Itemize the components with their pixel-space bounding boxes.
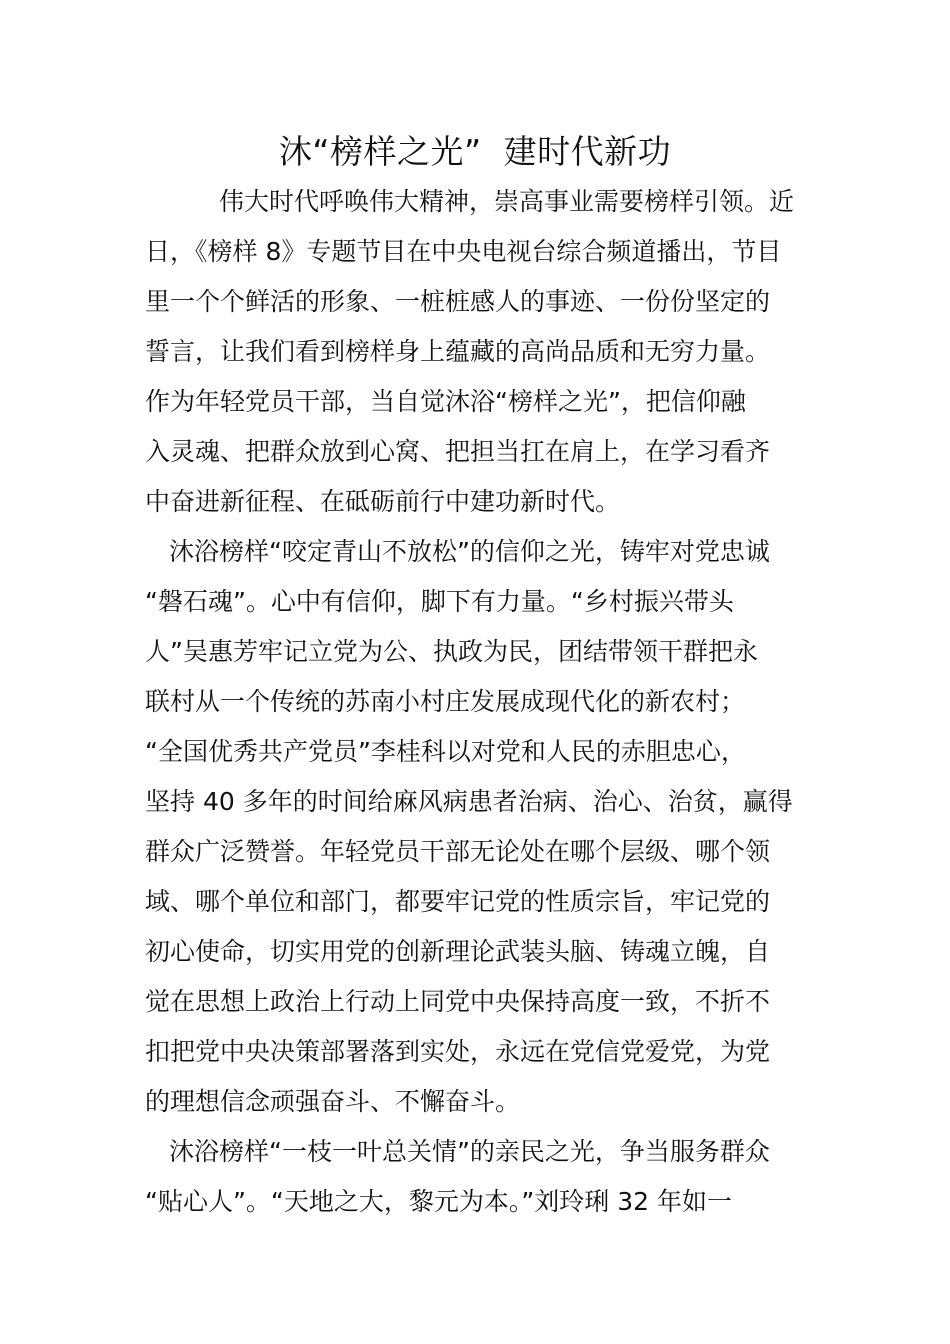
paragraph-line: 誓言，让我们看到榜样身上蕴藏的高尚品质和无穷力量。 — [145, 337, 771, 366]
paragraph-line: 联村从一个传统的苏南小村庄发展成现代化的新农村； — [145, 687, 746, 716]
paragraph-line: 群众广泛赞誉。年轻党员干部无论处在哪个层级、哪个领 — [145, 837, 771, 866]
paragraph-line: 沐浴榜样“咬定青山不放松”的信仰之光，铸牢对党忠诚 — [169, 537, 770, 566]
paragraph-line: 伟大时代呼唤伟大精神，崇高事业需要榜样引领。近 — [219, 187, 795, 216]
paragraph-line: 中奋进新征程、在砥砺前行中建功新时代。 — [145, 487, 621, 516]
paragraph-line: 域、哪个单位和部门，都要牢记党的性质宗旨，牢记党的 — [145, 887, 771, 916]
paragraph-line: 初心使命，切实用党的创新理论武装头脑、铸魂立魄，自 — [145, 937, 771, 966]
paragraph-line: “磐石魂”。心中有信仰，脚下有力量。“乡村振兴带头 — [145, 587, 734, 616]
paragraph-line: 扣把党中央决策部署落到实处，永远在党信党爱党，为党 — [145, 1037, 771, 1066]
paragraph-line: “全国优秀共产党员”李桂科以对党和人民的赤胆忠心， — [145, 737, 746, 766]
paragraph-line: “贴心人”。“天地之大，黎元为本。”刘玲琍 32 年如一 — [145, 1187, 733, 1216]
paragraph-line: 人”吴惠芳牢记立党为公、执政为民，团结带领干群把永 — [145, 637, 758, 666]
paragraph-line: 觉在思想上政治上行动上同党中央保持高度一致，不折不 — [145, 987, 771, 1016]
document-title: 沐“榜样之光” 建时代新功 — [278, 132, 672, 171]
paragraph-line: 日，《榜样 8》专题节目在中央电视台综合频道播出，节目 — [145, 237, 782, 266]
paragraph-line: 坚持 40 多年的时间给麻风病患者治病、治心、治贫，赢得 — [145, 787, 793, 816]
document-body — [145, 177, 807, 1227]
paragraph-line: 作为年轻党员干部，当自觉沐浴“榜样之光”，把信仰融 — [145, 387, 746, 416]
paragraph-line: 的理想信念顽强奋斗、不懈奋斗。 — [145, 1087, 521, 1116]
paragraph-line: 入灵魂、把群众放到心窝、把担当扛在肩上，在学习看齐 — [145, 437, 771, 466]
paragraph-line: 里一个个鲜活的形象、一桩桩感人的事迹、一份份坚定的 — [145, 287, 771, 316]
paragraph-line: 沐浴榜样“一枝一叶总关情”的亲民之光，争当服务群众 — [169, 1137, 770, 1166]
